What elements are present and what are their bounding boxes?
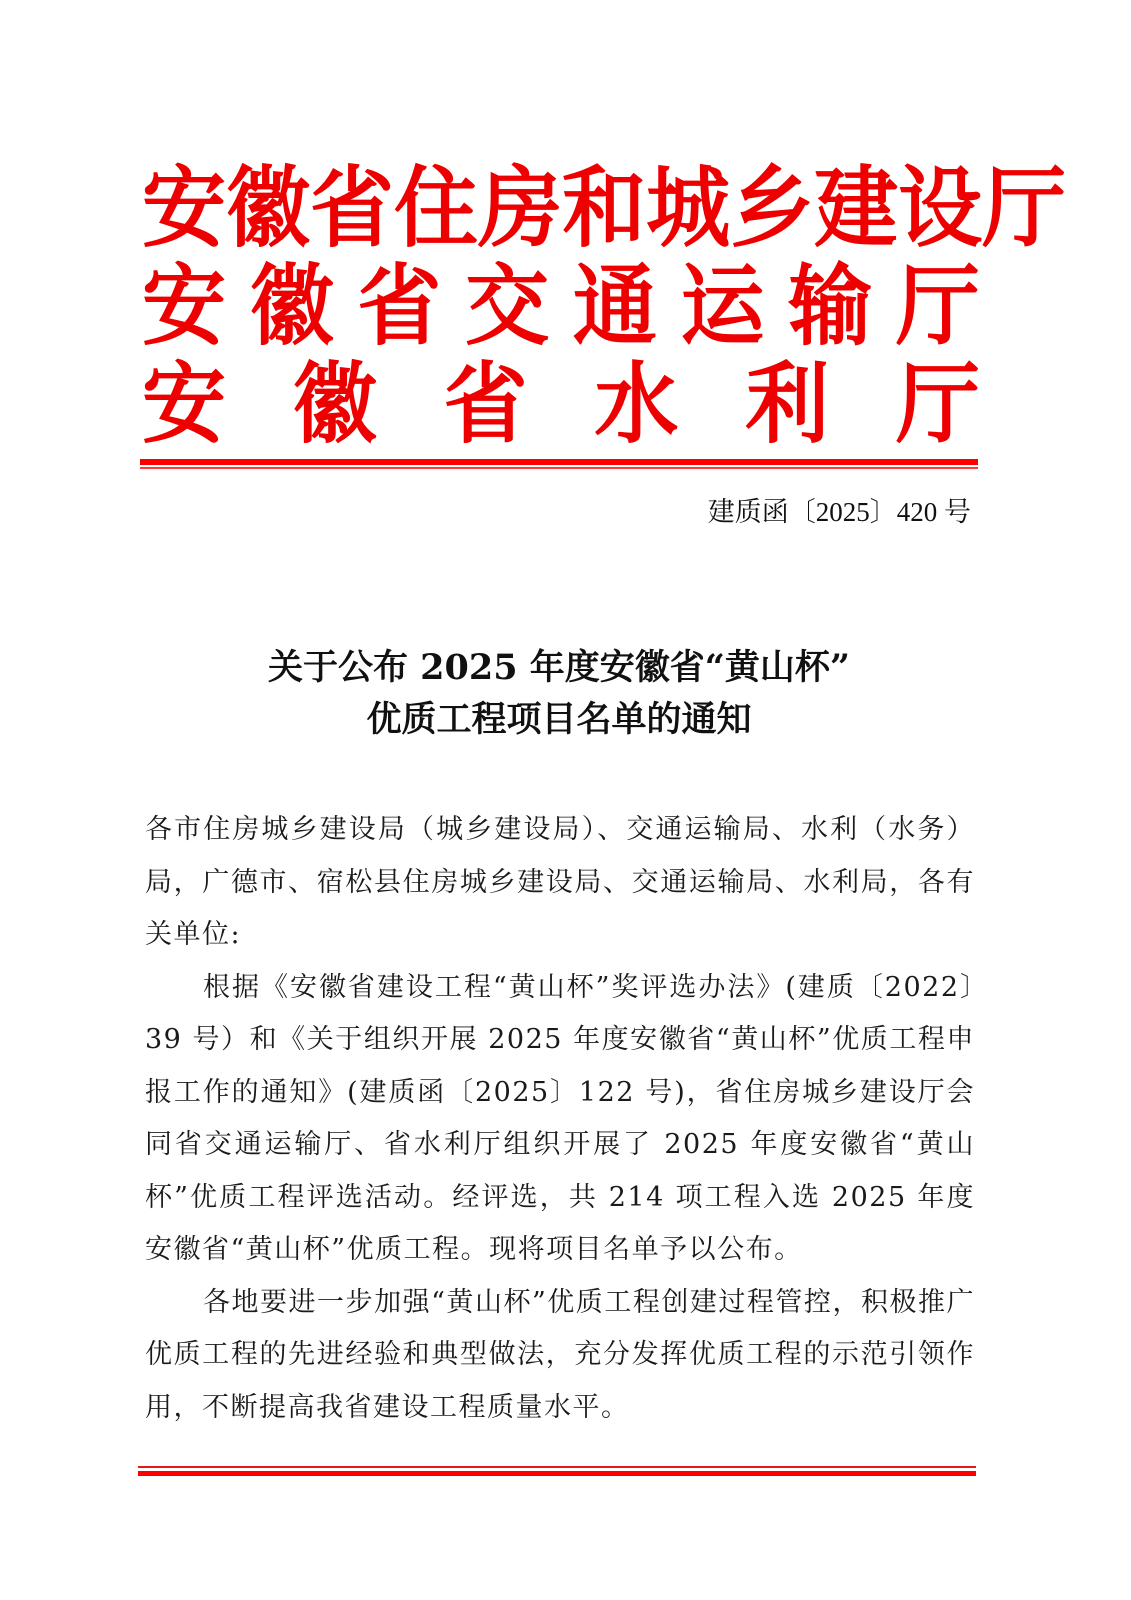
letterhead-char: 住 — [394, 155, 479, 260]
addressee: 各市住房城乡建设局（城乡建设局）、交通运输局、水利（水务）局，广德市、宿松县住房城乡建设局、交通运输局、水利局，各有关单位: — [145, 814, 975, 950]
letterhead-char: 徽 — [292, 351, 377, 456]
letterhead-char: 设 — [898, 155, 983, 260]
letterhead-char: 城 — [646, 155, 731, 260]
letterhead-char: 建 — [814, 155, 899, 260]
title-line-2: 优质工程项目名单的通知 — [366, 699, 752, 740]
letterhead-char: 省 — [357, 253, 442, 358]
body-paragraph-2: 各地要进一步加强“黄山杯”优质工程创建过程管控，积极推广优质工程的先进经验和典型做法，充分发挥优质工程的示范引领作用，不断提高我省建设工程质量水平。 — [145, 1286, 975, 1423]
letterhead-char: 徽 — [249, 253, 334, 358]
letterhead-char: 厅 — [895, 253, 980, 358]
letterhead-char: 安 — [142, 155, 227, 260]
body-paragraph-1: 根据《安徽省建设工程“黄山杯”奖评选办法》(建质〔2022〕39 号）和《关于组织开展 2025 年度安徽省“黄山杯”优质工程申报工作的通知》(建质函〔2025〕122 号)，省住房城乡建设厅会同省交通运输厅、省水利厅组织开展了 2025 年度安徽省“黄山杯”优质工程评选活动。经评选，共 214 项工程入选 2025 年度安徽省“黄山杯”优质工程。现将项目名单予以公布。 — [145, 971, 975, 1265]
document-title — [140, 642, 978, 746]
letterhead-char: 厅 — [895, 351, 980, 456]
letterhead-line-housing-dept — [142, 155, 1067, 260]
letterhead-char: 利 — [745, 351, 830, 456]
footer-divider-thin — [138, 1466, 976, 1468]
letterhead-char: 乡 — [730, 155, 815, 260]
letterhead-char: 水 — [594, 351, 679, 456]
letterhead-line-transport-dept — [142, 253, 980, 358]
document-body — [145, 804, 975, 1434]
letterhead-char: 和 — [562, 155, 647, 260]
letterhead-char: 徽 — [226, 155, 311, 260]
title-line-1: 关于公布 2025 年度安徽省“黄山杯” — [267, 647, 851, 688]
letterhead-char: 省 — [310, 155, 395, 260]
document-number: 建质函〔2025〕420 号 — [707, 497, 971, 527]
letterhead-char: 交 — [465, 253, 550, 358]
letterhead-char: 通 — [572, 253, 657, 358]
letterhead-char: 房 — [478, 155, 563, 260]
letterhead-char: 安 — [142, 351, 227, 456]
header-divider-thin — [140, 467, 978, 469]
letterhead-char: 输 — [788, 253, 873, 358]
letterhead-char: 安 — [142, 253, 227, 358]
letterhead-char: 省 — [443, 351, 528, 456]
letterhead-line-water-dept — [142, 351, 980, 456]
letterhead-char: 厅 — [982, 155, 1067, 260]
footer-divider-thick — [138, 1471, 976, 1476]
letterhead-char: 运 — [680, 253, 765, 358]
header-divider-thick — [140, 459, 978, 465]
